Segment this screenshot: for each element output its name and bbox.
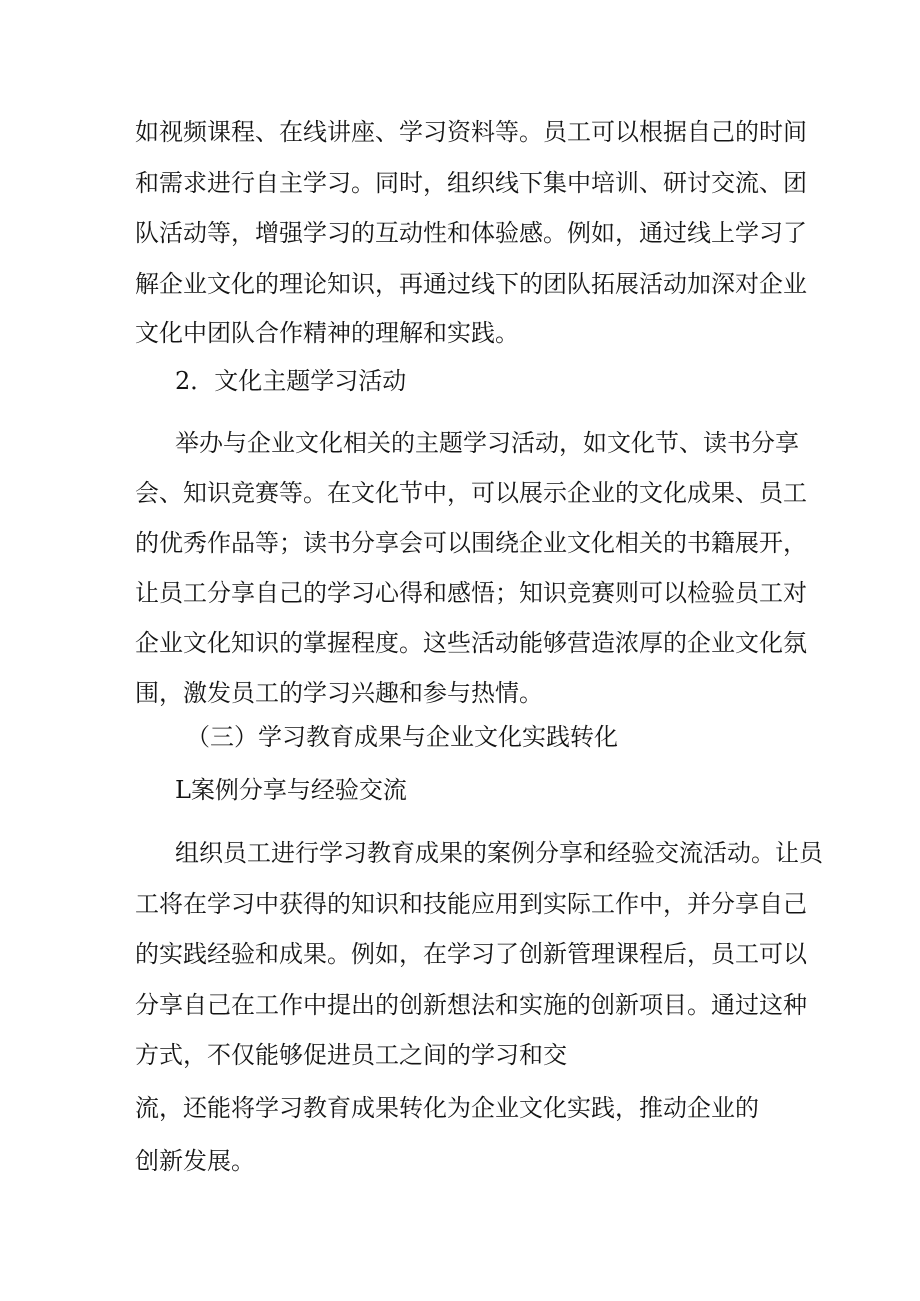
paragraph-line: 组 织 员 工 进 行 学 习 教 育 成 果 的 案 例 分 享 和 经 验 交 流 活 动 。 让 员	[175, 839, 823, 867]
paragraph-line: 的 实 践 经 验 和 成 果 。 例 如 ， 在 学 习 了 创 新 管 理 课 程 后 ， 员 工 可 以	[135, 940, 807, 968]
paragraph-line: 分 享 自 己 在 工 作 中 提 出 的 创 新 想 法 和 实 施 的 创 新 项 目 。 通 过 这 种	[135, 991, 807, 1019]
paragraph-line: 工 将 在 学 习 中 获 得 的 知 识 和 技 能 应 用 到 实 际 工 作 中 ， 并 分 享 自 己	[135, 890, 807, 918]
paragraph-line: 企 业 文 化 知 识 的 掌 握 程 度 。 这 些 活 动 能 够 营 造 浓 厚 的 企 业 文 化 氛	[135, 629, 807, 657]
paragraph-line: 会 、 知 识 竞 赛 等 。 在 文 化 节 中 ， 可 以 展 示 企 业 的 文 化 成 果 、 员 工	[135, 479, 807, 507]
paragraph-line: 让 员 工 分 享 自 己 的 学 习 心 得 和 感 悟 ； 知 识 竞 赛 则 可 以 检 验 员 工 对	[135, 579, 807, 607]
section-heading: 2．文化主题学习活动	[175, 367, 407, 395]
paragraph-line: 如 视 频 课 程 、 在 线 讲 座 、 学 习 资 料 等 。 员 工 可 以 根 据 自 己 的 时 间	[135, 118, 807, 146]
section-heading: （三）学习教育成果与企业文化实践转化	[186, 723, 618, 751]
paragraph-line: 的 优 秀 作 品 等 ； 读 书 分 享 会 可 以 围 绕 企 业 文 化 相 关 的 书 籍 展 开 ，	[135, 529, 807, 557]
paragraph-line: 流，还能将学习教育成果转化为企业文化实践，推动企业的	[135, 1094, 759, 1122]
paragraph-line: 创新发展。	[135, 1147, 255, 1175]
paragraph-line: 解 企 业 文 化 的 理 论 知 识 ， 再 通 过 线 下 的 团 队 拓 展 活 动 加 深 对 企 业	[135, 270, 807, 298]
paragraph-line: 队 活 动 等 ， 增 强 学 习 的 互 动 性 和 体 验 感 。 例 如 ， 通 过 线 上 学 习 了	[135, 219, 807, 247]
paragraph-line: 文化中团队合作精神的理解和实践。	[135, 319, 519, 347]
paragraph-line: 围，激发员工的学习兴趣和参与热情。	[135, 679, 543, 707]
paragraph-line: 举 办 与 企 业 文 化 相 关 的 主 题 学 习 活 动 ， 如 文 化 节 、 读 书 分 享	[175, 429, 799, 457]
paragraph-line: 和 需 求 进 行 自 主 学 习 。 同 时 ， 组 织 线 下 集 中 培 训 、 研 讨 交 流 、 团	[135, 169, 807, 197]
subsection-heading: L案例分享与经验交流	[175, 776, 407, 804]
paragraph-line: 方式，不仅能够促进员工之间的学习和交	[135, 1041, 567, 1069]
